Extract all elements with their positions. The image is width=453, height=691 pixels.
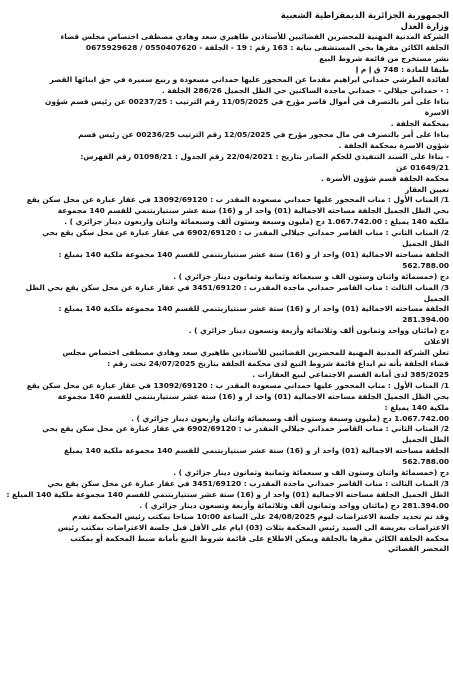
notice-line: وزارة العدل <box>400 20 449 31</box>
notice-line: بمحكمة الجلفة . <box>390 119 449 129</box>
notice-line: الظل الجميل <box>402 435 449 445</box>
notice-line: ملكية 140 يمبلغ : <box>384 402 449 412</box>
notice-line: بناءا على أمر بالتصرف في مال محجور مؤرخ في 12/05/2025 رقم الترتيب 00236/25 عن رئيس قسم <box>78 129 449 139</box>
notice-line: 2/ المناب الثاني : مناب القاصر حمداني جيلالي المقدر ب : 6902/69120 في عقار عبارة عن محل سكن يقع بحي <box>42 424 449 434</box>
notice-line: قضاء الجلفة بأنه تم ايداع قائمة شروط البيع لدى محكمة الجلفة بتاريخ 24/07/2025 تحت رقم : <box>107 359 449 368</box>
notice-line: دج (خمسمائة واثنان وستون الف و سبعمائة وثمانية وثمانون دينار جزائري ) . <box>173 468 449 478</box>
notice-line: محكمة الجلفة قسم شؤون الأسرة . <box>321 173 449 183</box>
notice-line: 385/2025 لدى أمانة القسم الاجتماعي لبيع العقارات . <box>252 369 449 379</box>
notice-line: 562.788.00 <box>402 457 449 467</box>
notice-line: : - حمداني جيلالي - حمداني ماجدة الساكنين حي الظل الجميل 286/26 الجلفة . <box>161 86 449 96</box>
notice-line: 1/ المناب الأول : مناب المحجور عليها حمداني مسعودة المقدر ب : 13092/69120 في عقار عبارة عن محل سكن يقع <box>26 195 449 205</box>
notice-line: تعلن الشركة المدنية المهنية للمحضرين القضائيين للأستاذين طاهيري سعد وهادي مصطفى اختصاص مجلس <box>62 348 449 358</box>
notice-text-body <box>4 10 449 555</box>
notice-line: الشركة المدنية المهنية للمحضرين القضائيين للأستاذين طاهيري سعد وهادي مصطفى اختصاص مجلس قضاء <box>60 31 449 41</box>
notice-line: ملكية 140 يمبلغ : 1.067.742.00 دج (مليون وسبعة وستون ألف وسبعمائة واثنان واربعون دينار جزائري ) . <box>64 217 449 227</box>
notice-line: بحي الظل الجميل الجلفة مساحته الاجمالية (01) واحد ار و (16) ستة عشر سنتياربتنمي للقسم 140 مجموعة <box>57 391 449 401</box>
notice-line: 562.788.00 <box>402 260 449 270</box>
notice-line: شؤون الاسرة بمحكمة الجلفة . <box>338 140 449 150</box>
notice-line: تعيين العقار <box>404 184 449 194</box>
notice-line: 1/ المناب الأول : مناب المحجور عليها حمداني مسعودة المقدر ب : 13092/69120 في عقار عبارة عن محل سكن يقع <box>26 380 449 390</box>
notice-line: الجلفة مساحته الاجمالية (01) واحد ار و (16) ستة عشر سنتياربتنمي للقسم 140 مجموعة ملكية 140 يمبلغ : <box>58 249 449 259</box>
notice-line: - بناءا على السند التنفيذي للحكم الصادر بتاريخ : 22/04/2021 رقم الجدول : 01098/21 رقم الفهرس: <box>80 151 449 161</box>
notice-line: الظل الجميل الجلفة مساحته الاجمالية (01) واحد ار و (16) ستة عشر سنتياربتنمي للقسم 140 مجموعة ملكية 140 المبلغ : <box>6 489 449 499</box>
notice-line: لفائدة الطرشي حمداني ابراهيم مقدما عن المحجور عليها حمداني مسعودة و ربيع سميرة في حق ابنائها القصر <box>49 75 449 85</box>
notice-line: الاعلان <box>423 337 449 347</box>
notice-line: دج (خمسمائة واثنان وستون الف و سبعمائة وثمانية وثمانون دينار جزائري ) . <box>173 271 449 281</box>
notice-line: الاعتراضات بعريضة الى السيد رئيس المحكمة بثلاث (03) ايام على الأقل قبل جلسة الاعتراضات بمكتب رئيس <box>57 522 449 532</box>
notice-line: 01649/21 عن <box>396 162 449 172</box>
notice-line: 281.394.00 دج (مائتان وواحد وثمانون ألف وثلاثمائة وأربعة وتسعون دينار جزائري ) . <box>139 500 449 510</box>
notice-line: محكمة الجلفة الكائن مقرها بالجلفة ويمكن الاطلاع على قائمة شروط البيع بأمانة ضبط المحكمة أو بمكتب <box>70 533 449 543</box>
notice-line: 1.067.742.00 دج (مليون وسبعة وستون ألف وسبعمائة واثنان واربعون دينار جزائري ) . <box>131 413 449 423</box>
notice-line: نشر مستخرج من قائمة شروط البيع <box>319 53 449 63</box>
notice-line: الجمهورية الجزائرية الديمقراطية الشعبية <box>280 10 449 20</box>
notice-line: الجلفة مساحته الاجمالية (01) واحد ار و (16) ستة عشر سنتياربتنمي للقسم 140 مجموعة ملكية 140 يمبلغ : <box>58 304 449 314</box>
notice-line: بحي الظل الجميل الجلفة مساحته الاجمالية (01) واحد ار و (16) ستة عشر سنتياربتنمي للقسم 140 مجموعة <box>57 206 449 216</box>
notice-line: الاسرة <box>424 108 449 118</box>
notice-line: وقد تم تحديد جلسة الاعتراضات ليوم 24/08/2025 على الساعة 10:00 صباحا بمكتب رئيس المحكمة تقدم <box>72 511 449 521</box>
notice-line: دج (مائتان وواحد وثمانون ألف وثلاثمائة وأربعة وتسعون دينار جزائري ) . <box>188 326 449 336</box>
notice-line: الجلفة الكائن مقرها بحي المستشفى بناية : 163 رقم : 19 - الجلفة - 0550407620 / 0675929628 <box>85 42 449 52</box>
notice-line: بناءا على أمر بالتصرف في أموال قاصر مؤرخ في 11/05/2025 رقم الترتيب : 00237/25 عن رئيس قسم شؤون <box>45 97 449 107</box>
notice-line: 3/ المناب الثالث : مناب القاصر حمداني ماجدة المقدرب : 3451/69120 في عقار عبارة عن محل سكن يقع بحي <box>47 478 449 488</box>
notice-line: الظل الجميل <box>402 239 449 249</box>
notice-line: المحضر القضائي <box>388 544 449 554</box>
notice-line: 281.394.00 <box>402 315 449 325</box>
notice-line: الجلفة مساحته الاجمالية (01) واحد ار و (16) ستة عشر سنتياربتنمي للقسم 140 مجموعة ملكية 140 يمبلغ <box>64 446 449 456</box>
notice-line: الجميل <box>423 293 449 303</box>
notice-line: 2/ المناب الثاني : مناب القاصر حمداني جيلالي المقدر ب : 6902/69120 في عقار عبارة عن محل سكن يقع بحي <box>42 228 449 238</box>
notice-line: طبقا للمادة : 748 ق إ م إ <box>355 64 449 74</box>
notice-line: 3/ المناب الثالث : مناب القاصر حمداني ماجدة المقدرب : 3451/69120 في عقار عبارة عن محل سكن يقع بحي الظل <box>25 282 449 292</box>
